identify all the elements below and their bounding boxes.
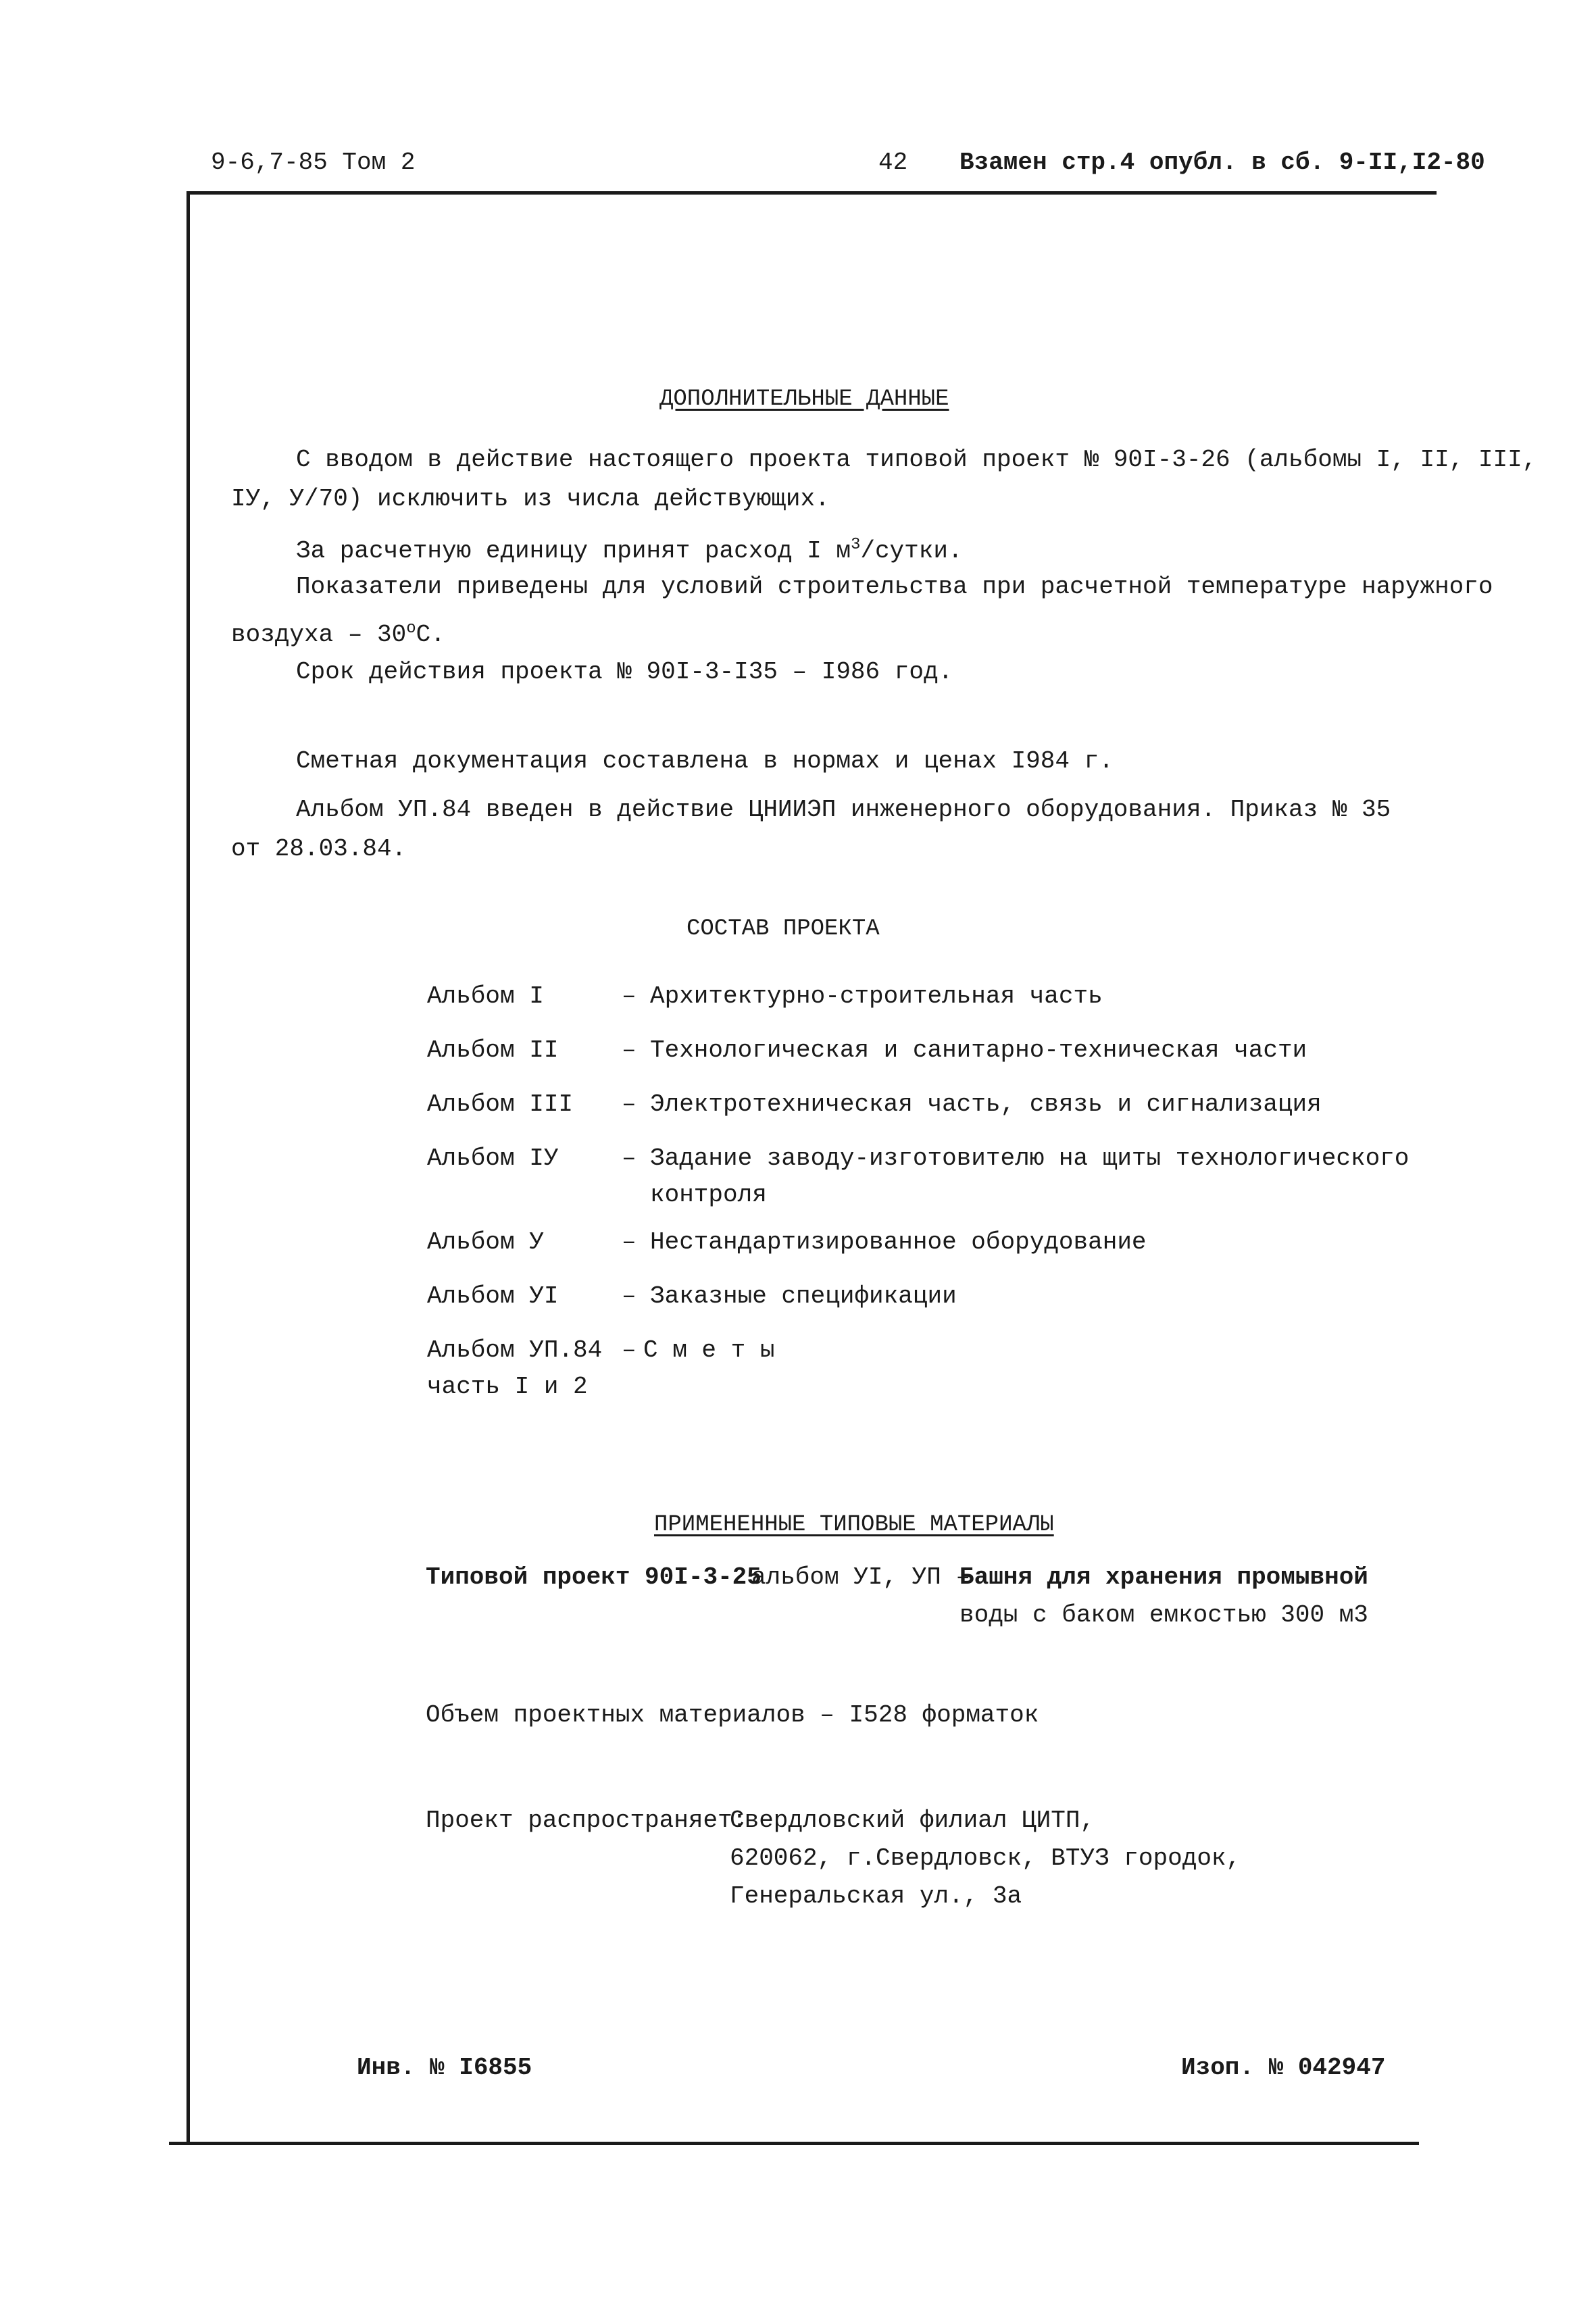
paragraph-3-text: воздуха – 30	[231, 621, 407, 649]
paragraph-2	[296, 526, 963, 571]
album-description: Заказные спецификации	[650, 1282, 957, 1310]
album-label: Альбом II	[427, 1036, 559, 1064]
materials-title: ПРИМЕНЕННЫЕ ТИПОВЫЕ МАТЕРИАЛЫ	[654, 1512, 1054, 1538]
album-dash: –	[622, 1036, 637, 1064]
album-description: Электротехническая часть, связь и сигнализация	[650, 1090, 1322, 1118]
album-dash: –	[622, 1145, 637, 1172]
paragraph-3-line-1: Показатели приведены для условий строительства при расчетной температуре наружного	[296, 573, 1493, 601]
paragraph-1-line-1: С вводом в действие настоящего проекта типовой проект № 90I-3-26 (альбомы I, II, III,	[296, 446, 1537, 474]
album-description-continued: контроля	[650, 1181, 767, 1209]
album-dash: –	[622, 1282, 637, 1310]
paragraph-3-superscript: о	[406, 620, 416, 638]
album-label: Альбом УI	[427, 1282, 559, 1310]
volume-of-materials: Объем проектных материалов – I528 форматок	[426, 1701, 1039, 1729]
replacement-note: Взамен стр.4 опубл. в сб. 9-II,I2-80	[959, 149, 1485, 176]
paragraph-2-text: За расчетную единицу принят расход I м	[296, 537, 851, 565]
album-dash: –	[622, 1090, 637, 1118]
distributor-name: Свердловский филиал ЦИТП,	[730, 1807, 1095, 1834]
materials-albums: альбом УI, УП –	[751, 1563, 971, 1591]
composition-title: СОСТАВ ПРОЕКТА	[687, 916, 880, 942]
notice-number: Изоп. № 042947	[1181, 2054, 1386, 2082]
paragraph-6-line-2: от 28.03.84.	[231, 835, 407, 863]
album-dash: –	[622, 982, 637, 1010]
materials-description: Башня для хранения промывной	[959, 1563, 1368, 1591]
paragraph-3-line-2	[231, 609, 445, 655]
materials-description-continued: воды с баком емкостью 300 м3	[959, 1601, 1368, 1629]
album-label: Альбом У	[427, 1228, 544, 1256]
paragraph-2-superscript: 3	[850, 536, 861, 554]
album-description: Архитектурно-строительная часть	[650, 982, 1103, 1010]
album-description: Нестандартизированное оборудование	[650, 1228, 1147, 1256]
doc-reference: 9-6,7-85 Том 2	[211, 149, 416, 176]
page-number: 42	[878, 149, 908, 176]
distributor-address: 620062, г.Свердловск, ВТУЗ городок,	[730, 1844, 1241, 1872]
album-description: Задание заводу-изготовителю на щиты технологического	[650, 1145, 1410, 1172]
distributor-street: Генеральская ул., 3а	[730, 1882, 1022, 1910]
paragraph-1-line-2: IУ, У/70) исключить из числа действующих.	[231, 485, 830, 513]
paragraph-5: Сметная документация составлена в нормах и ценах I984 г.	[296, 747, 1114, 775]
paragraph-2-unit: /сутки.	[860, 537, 963, 565]
album-label: Альбом IУ	[427, 1145, 559, 1172]
album-dash: –	[622, 1336, 637, 1364]
paragraph-4: Срок действия проекта № 90I-3-I35 – I986 год.	[296, 658, 953, 686]
album-label-part: часть I и 2	[427, 1373, 588, 1401]
frame-left-line	[186, 191, 190, 2142]
inventory-number: Инв. № I6855	[357, 2054, 532, 2082]
album-description: С м е т ы	[643, 1336, 775, 1364]
materials-project	[426, 1558, 762, 1597]
album-label: Альбом I	[427, 982, 544, 1010]
frame-bottom-line	[169, 2142, 1419, 2145]
materials-project-type: Типовой проект 90I-3-25	[426, 1563, 762, 1591]
frame-top-line	[186, 191, 1437, 195]
album-label: Альбом УП.84	[427, 1336, 603, 1364]
album-label: Альбом III	[427, 1090, 574, 1118]
album-dash: –	[622, 1228, 637, 1256]
paragraph-6-line-1: Альбом УП.84 введен в действие ЦНИИЭП инженерного оборудования. Приказ № 35	[296, 796, 1391, 824]
paragraph-3-unit: С.	[416, 621, 445, 649]
additional-data-title: ДОПОЛНИТЕЛЬНЫЕ ДАННЫЕ	[659, 386, 949, 412]
album-description: Технологическая и санитарно-техническая части	[650, 1036, 1307, 1064]
distributor-label: Проект распространяет:	[426, 1807, 747, 1834]
